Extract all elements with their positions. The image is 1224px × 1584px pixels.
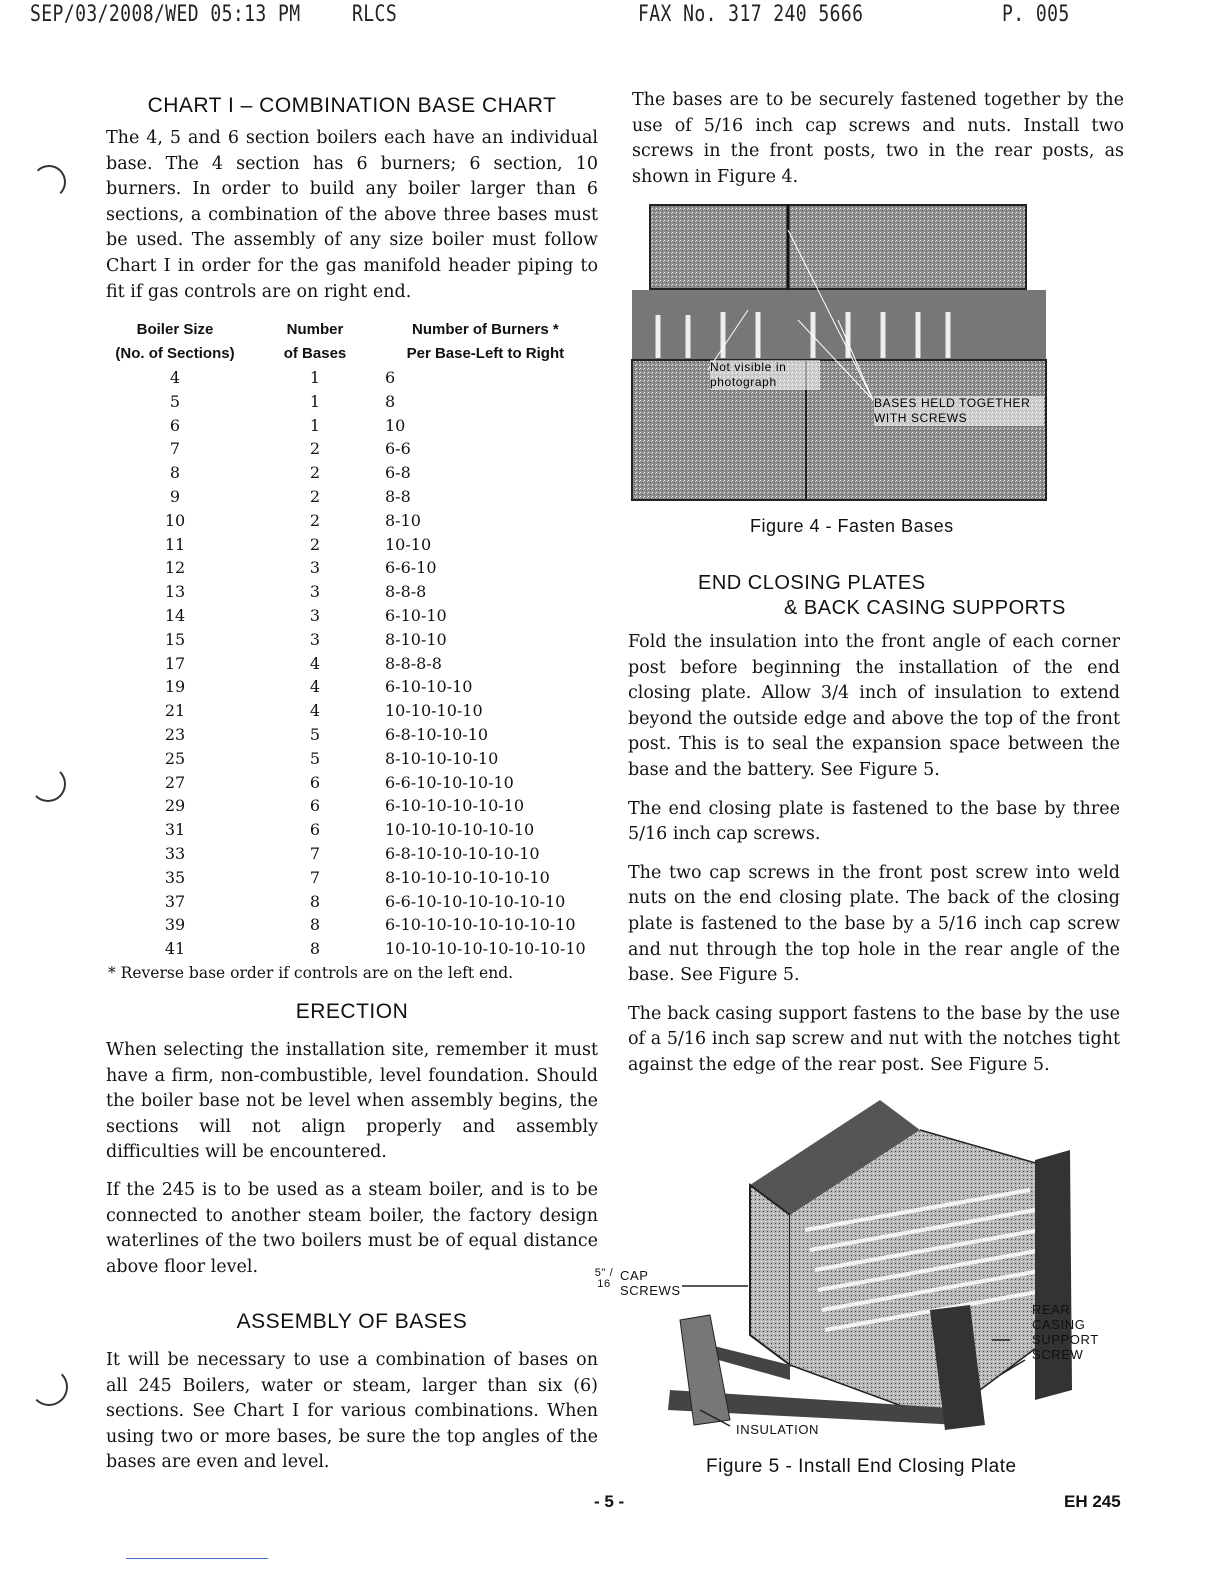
burners-per-base-cell: 6-6 — [385, 439, 411, 459]
number-of-bases-cell: 2 — [309, 510, 321, 530]
footer-rule — [126, 1558, 268, 1559]
boiler-size-cell: 25 — [164, 748, 186, 768]
end-closing-title-line-1: END CLOSING PLATES — [698, 572, 926, 594]
erection-title: ERECTION — [295, 1000, 409, 1023]
end-closing-title-line-2: & BACK CASING SUPPORTS — [784, 597, 1066, 619]
burners-per-base-cell: 8-10-10-10-10-10-10 — [385, 867, 550, 887]
burners-per-base-cell: 8 — [385, 391, 396, 411]
figure-5-caption: Figure 5 - Install End Closing Plate — [706, 1456, 1017, 1477]
end-closing-paragraph-4: The back casing support fastens to the base by the use of a 5/16 inch sap screw and nut with the notches tight against the edge of the rear post. See Figure 5. — [628, 1003, 1120, 1075]
table-row — [100, 913, 586, 937]
number-of-bases-cell: 1 — [309, 391, 321, 411]
burners-per-base-cell: 6 — [385, 368, 396, 387]
burners-per-base-cell: 10-10-10-10 — [385, 701, 483, 721]
figure-5-drawing — [590, 1090, 1110, 1450]
burners-per-base-cell: 10-10-10-10-10-10-10-10 — [385, 939, 586, 959]
header-of-bases: of Bases — [283, 345, 347, 362]
burners-per-base-cell: 6-10-10-10-10-10-10-10 — [385, 915, 576, 935]
boiler-size-cell: 6 — [169, 415, 181, 435]
table-row — [100, 580, 586, 604]
table-row — [100, 866, 586, 890]
boiler-size-cell: 9 — [169, 486, 181, 506]
figure-5-label-screw: SCREW — [1032, 1347, 1084, 1362]
figure-5-label-rear: REAR — [1032, 1302, 1071, 1317]
number-of-bases-cell: 1 — [309, 368, 321, 387]
header-boiler-size: Boiler Size — [136, 321, 214, 338]
number-of-bases-cell: 3 — [309, 605, 321, 625]
figure-5-label-casing: CASING — [1032, 1317, 1086, 1332]
table-row — [100, 390, 586, 414]
table-row — [100, 604, 586, 628]
boiler-size-cell: 14 — [164, 605, 186, 625]
boiler-size-cell: 23 — [164, 724, 186, 744]
figure-4-caption: Figure 4 - Fasten Bases — [750, 516, 954, 536]
boiler-size-cell: 21 — [164, 701, 186, 721]
assembly-title: ASSEMBLY OF BASES — [236, 1310, 468, 1333]
erection-paragraph-1: When selecting the installation site, remember it must have a firm, non-combustible, level foundation. Should the boiler base not be level when assembly begins, the sections will not align properly and assembly difficulties will be encountered. — [106, 1040, 598, 1163]
page-number: - 5 - — [594, 1492, 625, 1511]
end-closing-paragraph-3: The two cap screws in the front post screw into weld nuts on the end closing plate. The back of the closing plate is fastened to the base by a 5/16 inch cap screw and nut through the top hole in the rear angle of the base. See Figure 5. — [628, 862, 1120, 986]
table-row — [100, 628, 586, 652]
chart-intro: The 4, 5 and 6 section boilers each have an individual base. The 4 section has 6 burners; 6 section, 10 burners. In order to build any boiler larger than 6 sections, a combination of the above three bases must be used. The assembly of any size boiler must follow Chart I in order for the gas manifold header piping to fit if gas controls are on right end. — [106, 128, 598, 302]
table-row — [100, 771, 586, 795]
boiler-size-cell: 35 — [164, 867, 186, 887]
combination-base-chart — [100, 318, 586, 982]
assembly-paragraph: It will be necessary to use a combination of bases on all 245 Boilers, water or steam, larger than six (6) sections. See Chart I for various combinations. When using two or more bases, be sure the top angles of the bases are even and level. — [106, 1350, 598, 1473]
header-number-bases: Number — [286, 321, 344, 338]
number-of-bases-cell: 6 — [309, 772, 321, 792]
table-row — [100, 366, 586, 390]
burners-per-base-cell: 8-8 — [385, 486, 411, 506]
fax-sender: RLCS — [352, 2, 398, 27]
burners-per-base-cell: 8-10-10 — [385, 629, 447, 649]
boiler-size-cell: 7 — [169, 439, 181, 459]
table-row — [100, 533, 586, 557]
table-row — [100, 723, 586, 747]
number-of-bases-cell: 7 — [309, 843, 321, 863]
boiler-size-cell: 8 — [169, 463, 181, 483]
number-of-bases-cell: 7 — [309, 867, 321, 887]
boiler-size-cell: 17 — [164, 653, 186, 673]
boiler-size-cell: 5 — [169, 391, 181, 411]
number-of-bases-cell: 3 — [309, 629, 321, 649]
table-row — [100, 485, 586, 509]
header-per-base: Per Base-Left to Right — [406, 345, 565, 362]
boiler-size-cell: 19 — [164, 677, 186, 697]
burners-per-base-cell: 6-8-10-10-10 — [385, 724, 489, 744]
boiler-size-cell: 15 — [164, 629, 186, 649]
boiler-size-cell: 33 — [164, 843, 186, 863]
table-row — [100, 437, 586, 461]
burners-per-base-cell: 6-6-10-10-10-10-10-10 — [385, 891, 566, 911]
fax-page: P. 005 — [1002, 2, 1070, 27]
figure-5-label-insulation: INSULATION — [736, 1422, 820, 1437]
table-row — [100, 414, 586, 438]
header-number-burners: Number of Burners * — [412, 321, 559, 338]
number-of-bases-cell: 2 — [309, 486, 321, 506]
figure-5-label-cap: CAP — [620, 1268, 649, 1283]
burners-per-base-cell: 6-8 — [385, 463, 411, 483]
document-code: EH 245 — [1064, 1492, 1121, 1511]
number-of-bases-cell: 3 — [309, 582, 321, 602]
erection-paragraph-2: If the 245 is to be used as a steam boiler, and is to be connected to another steam boiler, the factory design waterlines of the two boilers must be of equal distance above floor level. — [106, 1179, 598, 1277]
boiler-size-cell: 41 — [164, 939, 186, 959]
burners-per-base-cell: 6-10-10 — [385, 605, 447, 625]
table-row — [100, 937, 586, 961]
number-of-bases-cell: 4 — [309, 653, 321, 673]
number-of-bases-cell: 6 — [309, 820, 321, 840]
number-of-bases-cell: 2 — [309, 463, 321, 483]
end-closing-paragraph-2: The end closing plate is fastened to the base by three 5/16 inch cap screws. — [628, 798, 1120, 845]
number-of-bases-cell: 4 — [309, 701, 321, 721]
end-closing-paragraph-1: Fold the insulation into the front angle of each corner post before beginning the installation of the end closing plate. Allow 3/4 inch of insulation to extend beyond the outside edge and above the top of the front post. This is to seal the expansion space between the base and the battery. See Figure 5. — [628, 632, 1120, 780]
boiler-size-cell: 10 — [164, 510, 186, 530]
burners-per-base-cell: 6-6-10-10-10-10 — [385, 772, 514, 792]
figure-5-label-support: SUPPORT — [1032, 1332, 1099, 1347]
table-row — [100, 818, 586, 842]
header-no-sections: (No. of Sections) — [115, 345, 235, 362]
boiler-size-cell: 12 — [164, 558, 186, 578]
burners-per-base-cell: 6-10-10-10 — [385, 677, 473, 697]
punch-hole-mark — [30, 766, 66, 802]
burners-per-base-cell: 10-10 — [385, 534, 432, 554]
chart-title: CHART I – COMBINATION BASE CHART — [147, 94, 557, 117]
table-row — [100, 652, 586, 676]
table-row — [100, 556, 586, 580]
figure-5-fraction: 5" / 16 — [594, 1267, 614, 1290]
boiler-size-cell: 11 — [164, 534, 186, 554]
table-row — [100, 747, 586, 771]
boiler-size-cell: 37 — [164, 891, 186, 911]
figure-4-photo — [628, 200, 1048, 505]
figure-4-label-not-visible: Not visible in photograph — [710, 360, 820, 390]
boiler-size-cell: 29 — [164, 796, 186, 816]
table-row — [100, 675, 586, 699]
figure-4-label-bases: BASES HELD TOGETHER WITH SCREWS — [874, 396, 1044, 426]
boiler-size-cell: 13 — [164, 582, 186, 602]
boiler-size-cell: 27 — [164, 772, 186, 792]
number-of-bases-cell: 1 — [309, 415, 321, 435]
number-of-bases-cell: 5 — [309, 748, 321, 768]
burners-per-base-cell: 8-10 — [385, 510, 421, 530]
number-of-bases-cell: 3 — [309, 558, 321, 578]
number-of-bases-cell: 8 — [309, 891, 321, 911]
burners-per-base-cell: 8-10-10-10-10 — [385, 748, 499, 768]
number-of-bases-cell: 2 — [309, 439, 321, 459]
table-row — [100, 461, 586, 485]
burners-per-base-cell: 10-10-10-10-10-10 — [385, 820, 535, 840]
chart-footnote: * Reverse base order if controls are on the left end. — [108, 963, 514, 982]
table-row — [100, 699, 586, 723]
fasten-paragraph: The bases are to be securely fastened together by the use of 5/16 inch cap screws and nuts. Install two screws in the front posts, two in the rear posts, as shown in Figure 4. — [632, 90, 1124, 187]
burners-per-base-cell: 6-6-10 — [385, 558, 437, 578]
fax-datetime: SEP/03/2008/WED 05:13 PM — [30, 2, 301, 27]
number-of-bases-cell: 8 — [309, 939, 321, 959]
boiler-size-cell: 39 — [164, 915, 186, 935]
number-of-bases-cell: 2 — [309, 534, 321, 554]
burners-per-base-cell: 6-10-10-10-10-10 — [385, 796, 525, 816]
table-row — [100, 794, 586, 818]
burners-per-base-cell: 8-8-8 — [385, 582, 427, 602]
table-row — [100, 509, 586, 533]
burners-per-base-cell: 8-8-8-8 — [385, 653, 442, 673]
boiler-size-cell: 4 — [169, 368, 181, 387]
fax-number: FAX No. 317 240 5666 — [638, 2, 864, 27]
number-of-bases-cell: 5 — [309, 724, 321, 744]
burners-per-base-cell: 10 — [385, 415, 406, 435]
boiler-size-cell: 31 — [164, 820, 186, 840]
number-of-bases-cell: 4 — [309, 677, 321, 697]
burners-per-base-cell: 6-8-10-10-10-10-10 — [385, 843, 540, 863]
number-of-bases-cell: 8 — [309, 915, 321, 935]
punch-hole-mark — [32, 165, 66, 199]
figure-5-label-screws: SCREWS — [620, 1283, 681, 1298]
punch-hole-mark — [30, 1368, 68, 1406]
table-row — [100, 890, 586, 914]
table-row — [100, 842, 586, 866]
number-of-bases-cell: 6 — [309, 796, 321, 816]
